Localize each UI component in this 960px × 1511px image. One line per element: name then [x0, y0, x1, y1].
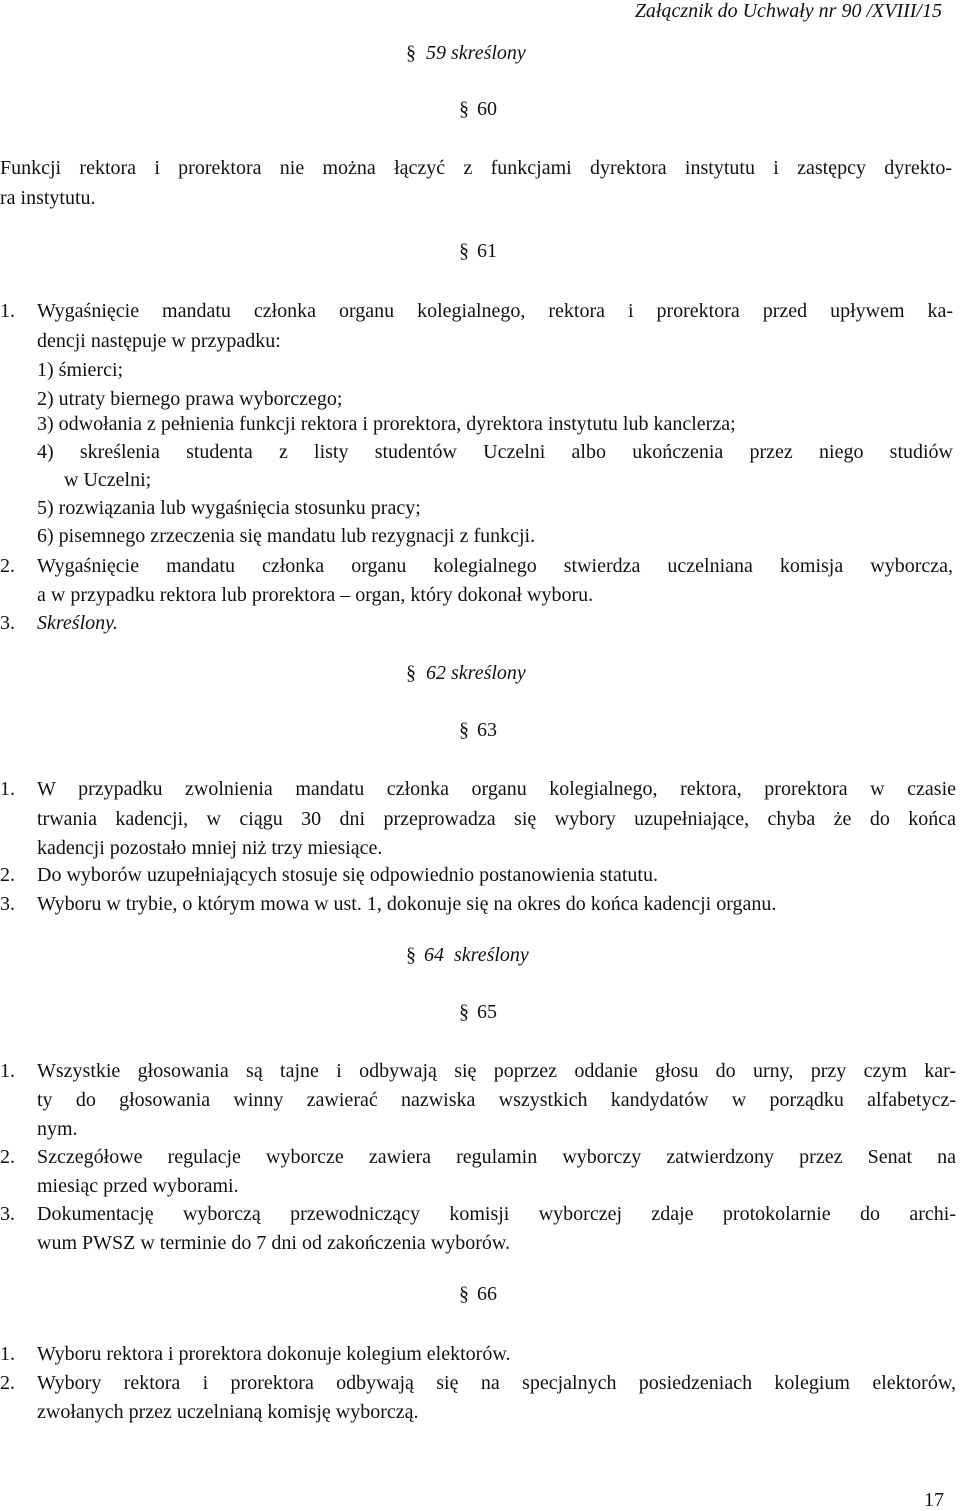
list-item: 4) skreślenia studenta z listy studentów Uczelni albo ukończenia przez niego studiów	[37, 441, 953, 463]
section-66-title: 66	[477, 1283, 497, 1305]
point-number: 2.	[0, 864, 15, 886]
section-symbol: §	[406, 662, 416, 684]
section-64-title: 64 skreślony	[424, 944, 529, 966]
list-item: 3) odwołania z pełnienia funkcji rektora i prorektora, dyrektora instytutu lub kanclerza;	[37, 413, 736, 435]
section-65-point-1-line-1: Wszystkie głosowania są tajne i odbywają się poprzez oddanie głosu do urny, przy czym kar-	[37, 1060, 956, 1082]
section-66-point-1: Wyboru rektora i prorektora dokonuje kolegium elektorów.	[37, 1343, 511, 1365]
section-symbol: §	[459, 98, 469, 120]
list-item: 1) śmierci;	[37, 359, 124, 381]
section-65-title: 65	[477, 1001, 497, 1023]
attachment-header: Załącznik do Uchwały nr 90 /XVIII/15	[634, 0, 942, 22]
point-number: 3.	[0, 612, 15, 634]
point-number: 2.	[0, 555, 15, 577]
point-number: 1.	[0, 778, 15, 800]
section-65-point-3-line-2: wum PWSZ w terminie do 7 dni od zakończenia wyborów.	[37, 1232, 511, 1254]
point-number: 3.	[0, 893, 15, 915]
section-61-point-2-line-1: Wygaśnięcie mandatu członka organu kolegialnego stwierdza uczelniana komisja wyborcza,	[37, 555, 953, 577]
point-number: 1.	[0, 1343, 15, 1365]
section-65-point-2-line-1: Szczegółowe regulacje wyborcze zawiera regulamin wyborczy zatwierdzony przez Senat na	[37, 1146, 956, 1168]
point-number: 1.	[0, 300, 15, 322]
section-63-point-1-line-2: trwania kadencji, w ciągu 30 dni przeprowadza się wybory uzupełniające, chyba że do końca	[37, 808, 956, 830]
section-65-point-1-line-2: ty do głosowania winny zawierać nazwiska wszystkich kandydatów w porządku alfabetycz-	[37, 1089, 956, 1111]
point-number: 2.	[0, 1372, 15, 1394]
section-60-line-1: Funkcji rektora i prorektora nie można łączyć z funkcjami dyrektora instytutu i zastępcy dyrekto-	[0, 157, 952, 179]
section-60-title: 60	[477, 98, 497, 120]
section-61-point-2-line-2: a w przypadku rektora lub prorektora – organ, który dokonał wyboru.	[37, 584, 594, 606]
list-item: 2) utraty biernego prawa wyborczego;	[37, 388, 343, 410]
section-63-title: 63	[477, 719, 497, 741]
list-item-continuation: w Uczelni;	[64, 469, 152, 491]
page-number: 17	[924, 1489, 944, 1511]
section-symbol: §	[459, 1283, 469, 1305]
section-65-point-3-line-1: Dokumentację wyborczą przewodniczący komisji wyborczej zdaje protokolarnie do archi-	[37, 1203, 956, 1225]
section-65-point-1-line-3: nym.	[37, 1118, 78, 1140]
section-61-title: 61	[477, 240, 497, 262]
point-number: 3.	[0, 1203, 15, 1225]
section-symbol: §	[406, 944, 416, 966]
section-symbol: §	[459, 719, 469, 741]
point-number: 1.	[0, 1060, 15, 1082]
list-item: 6) pisemnego zrzeczenia się mandatu lub rezygnacji z funkcji.	[37, 525, 536, 547]
section-symbol: §	[459, 1001, 469, 1023]
list-item: 5) rozwiązania lub wygaśnięcia stosunku pracy;	[37, 497, 421, 519]
section-65-point-2-line-2: miesiąc przed wyborami.	[37, 1175, 239, 1197]
section-63-point-3: Wyboru w trybie, o którym mowa w ust. 1, dokonuje się na okres do końca kadencji organu.	[37, 893, 777, 915]
section-symbol: §	[406, 42, 416, 64]
section-60-line-2: ra instytutu.	[0, 187, 96, 209]
section-63-point-1-line-3: kadencji pozostało mniej niż trzy miesiące.	[37, 837, 383, 859]
section-66-point-2-line-2: zwołanych przez uczelnianą komisję wyborczą.	[37, 1401, 419, 1423]
point-number: 2.	[0, 1146, 15, 1168]
section-61-point-1-line-2: dencji następuje w przypadku:	[37, 330, 281, 352]
section-63-point-1-line-1: W przypadku zwolnienia mandatu członka organu kolegialnego, rektora, prorektora w czasie	[37, 778, 956, 800]
section-59-title: 59 skreślony	[426, 42, 526, 64]
section-66-point-2-line-1: Wybory rektora i prorektora odbywają się na specjalnych posiedzeniach kolegium elektorów,	[37, 1372, 956, 1394]
section-61-point-3: Skreślony.	[37, 612, 118, 634]
section-63-point-2: Do wyborów uzupełniających stosuje się odpowiednio postanowienia statutu.	[37, 864, 658, 886]
section-symbol: §	[459, 240, 469, 262]
section-61-point-1-line-1: Wygaśnięcie mandatu członka organu kolegialnego, rektora i prorektora przed upływem ka-	[37, 300, 953, 322]
section-62-title: 62 skreślony	[426, 662, 526, 684]
